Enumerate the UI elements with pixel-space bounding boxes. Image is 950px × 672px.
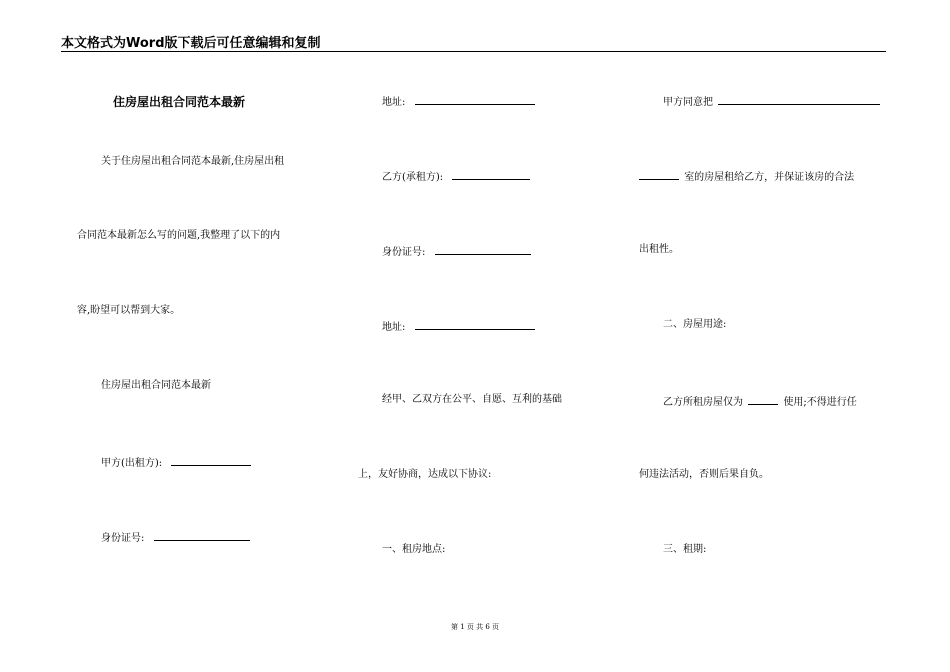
agreement-line-2: 上，友好协商，达成以下协议: — [358, 469, 492, 480]
id-a-blank — [154, 529, 250, 541]
id-a-label: 身份证号: — [101, 533, 145, 544]
consent-blank — [718, 93, 880, 105]
id-b-label: 身份证号: — [382, 247, 426, 258]
id-b-line — [382, 243, 531, 260]
intro-line-3: 容,盼望可以帮到大家。 — [77, 305, 181, 316]
intro-line-2: 合同范本最新怎么写的问题,我整理了以下的内 — [77, 230, 281, 241]
usage-label-a: 乙方所租房屋仅为 — [663, 397, 743, 408]
room-text: 室的房屋租给乙方，并保证该房的合法 — [684, 172, 855, 183]
address-b-line — [382, 318, 535, 335]
document-header: 本文格式为Word版下载后可任意编辑和复制 — [61, 36, 321, 51]
section-3-heading: 三、租期: — [663, 544, 707, 555]
usage-blank — [748, 393, 778, 405]
party-b-line — [382, 168, 530, 185]
address-a-line — [382, 93, 535, 110]
section-1-heading: 一、租房地点: — [382, 544, 446, 555]
address-a-blank — [415, 93, 535, 105]
intro-line-1: 关于住房屋出租合同范本最新,住房屋出租 — [101, 156, 285, 167]
header-divider — [61, 51, 886, 52]
address-a-label: 地址: — [382, 97, 406, 108]
document-title: 住房屋出租合同范本最新 — [113, 95, 246, 109]
usage-label-b: 使用;不得进行任 — [783, 397, 857, 408]
rent-nature-line: 出租性。 — [639, 244, 679, 255]
party-a-blank — [171, 454, 251, 466]
room-line — [639, 168, 854, 185]
usage-line — [663, 393, 857, 410]
consent-line — [663, 93, 880, 110]
party-a-line — [101, 454, 251, 471]
subtitle: 住房屋出租合同范本最新 — [101, 380, 211, 391]
page-number: 第 1 页 共 6 页 — [450, 623, 500, 631]
agreement-line-1: 经甲、乙双方在公平、自愿、互利的基础 — [382, 394, 562, 405]
party-b-blank — [452, 168, 530, 180]
section-2-heading: 二、房屋用途: — [663, 319, 727, 330]
room-blank — [639, 168, 679, 180]
address-b-label: 地址: — [382, 322, 406, 333]
id-b-blank — [435, 243, 531, 255]
id-a-line — [101, 529, 250, 546]
party-a-label: 甲方(出租方): — [101, 458, 163, 469]
consent-label: 甲方同意把 — [663, 97, 713, 108]
usage-line-2: 何违法活动，否则后果自负。 — [639, 469, 769, 480]
party-b-label: 乙方(承租方): — [382, 172, 444, 183]
address-b-blank — [415, 318, 535, 330]
